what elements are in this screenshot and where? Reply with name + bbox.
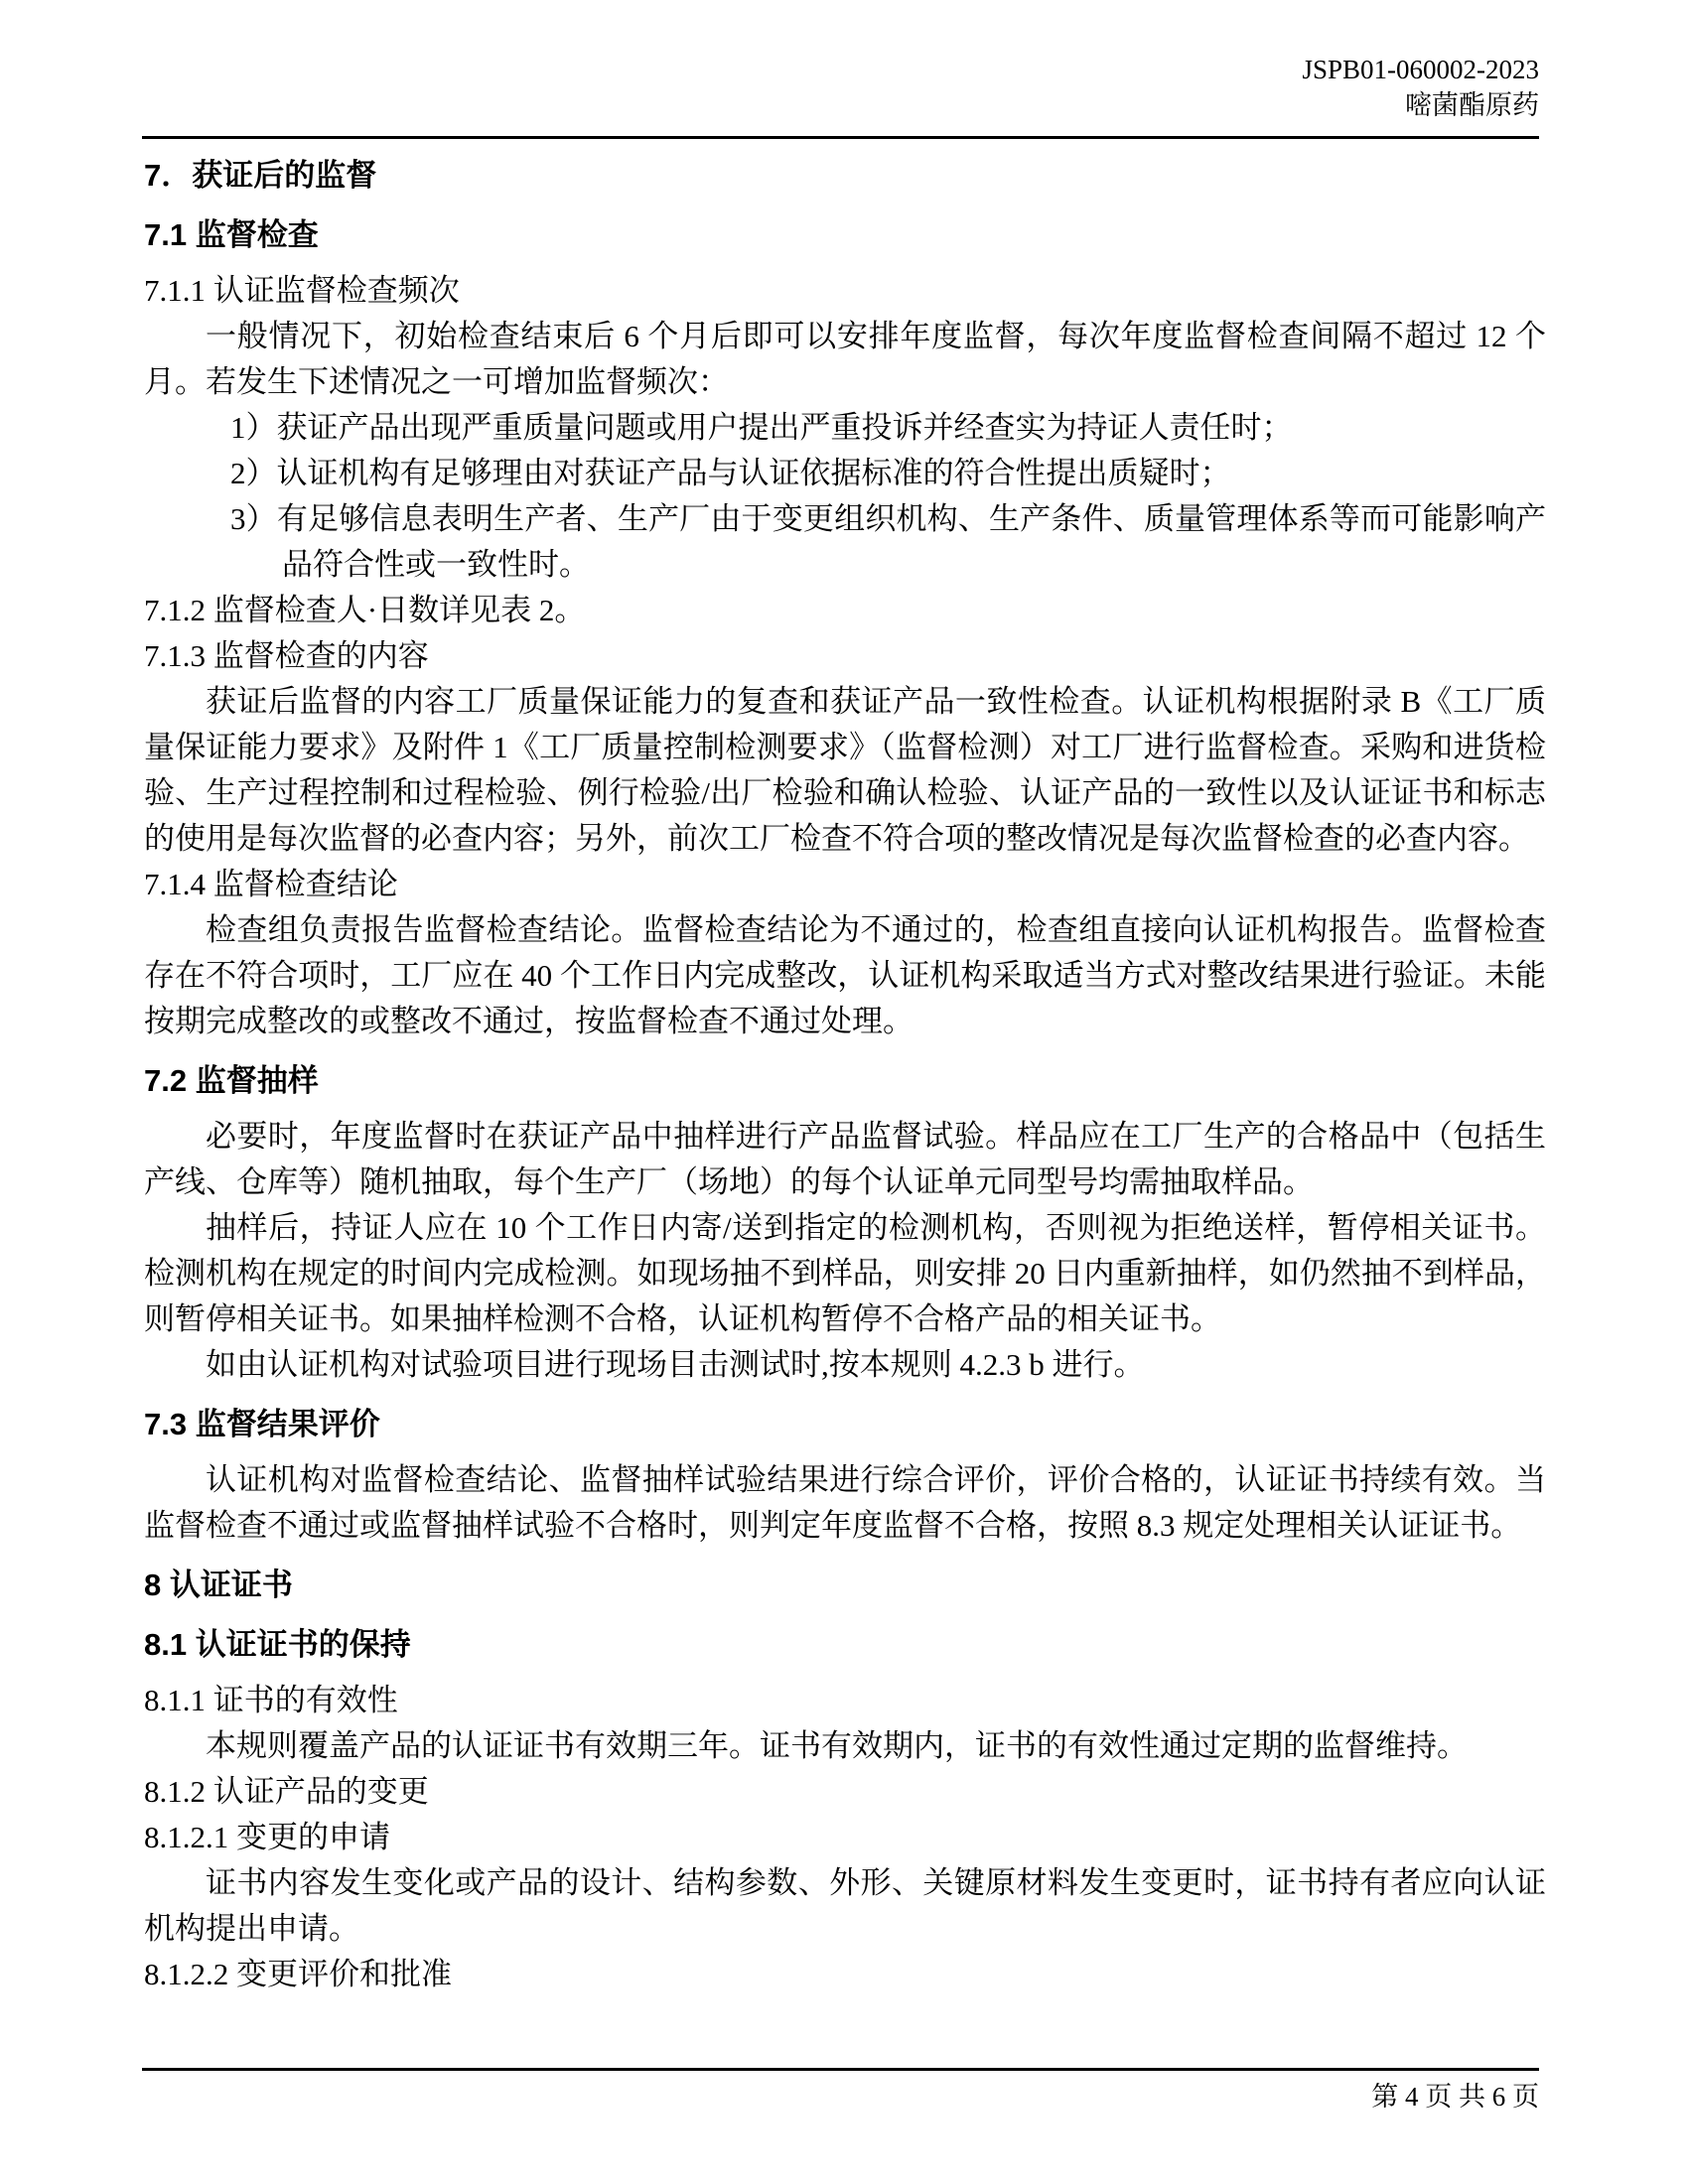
heading-7-1-1-inspection-frequency: 7.1.1 认证监督检查频次 (144, 273, 460, 308)
heading-7-1-supervision-inspection: 7.1 监督检查 (144, 217, 319, 252)
para-change-application: 证书内容发生变化或产品的设计、结构参数、外形、关键原材料发生变更时，证书持有者应向认证机构提出申请。 (144, 1865, 1546, 1946)
list-item-frequency-3: 3）有足够信息表明生产者、生产厂由于变更组织机构、生产条件、质量管理体系等而可能影响产品符合性或一致性时。 (230, 501, 1546, 582)
para-inspection-conclusion: 检查组负责报告监督检查结论。监督检查结论为不通过的，检查组直接向认证机构报告。监督检查存在不符合项时，工厂应在 40 个工作日内完成整改，认证机构采取适当方式对整改结果进行验证。未能按期完成整改的或整改不通过，按监督检查不通过处理。 (144, 912, 1546, 1038)
para-result-evaluation: 认证机构对监督检查结论、监督抽样试验结果进行综合评价，评价合格的，认证证书持续有效。当监督检查不通过或监督抽样试验不合格时，则判定年度监督不合格，按照 8.3 规定处理相关认证证书。 (144, 1462, 1546, 1543)
footer-divider (142, 2068, 1539, 2071)
para-inspection-content: 获证后监督的内容工厂质量保证能力的复查和获证产品一致性检查。认证机构根据附录 B《工厂质量保证能力要求》及附件 1《工厂质量控制检测要求》（监督检测）对工厂进行监督检查。采购和进货检验、生产过程控制和过程检验、例行检验/出厂检验和确认检验、认证产品的一致性以及认证证书和标志的使用是每次监督的必查内容；另外，前次工厂检查不符合项的整改情况是每次监督检查的必查内容。 (144, 684, 1546, 856)
heading-7-post-certification-supervision: 7．获证后的监督 (144, 158, 377, 193)
heading-8-1-2-2-change-evaluation: 8.1.2.2 变更评价和批准 (144, 1957, 452, 1991)
header-divider (142, 136, 1539, 139)
document-body (144, 149, 1546, 1997)
heading-7-1-2-person-days: 7.1.2 监督检查人·日数详见表 2。 (144, 593, 586, 627)
list-item-frequency-1: 1）获证产品出现严重质量问题或用户提出严重投诉并经查实为持证人责任时； (230, 410, 1293, 445)
para-sampling-2: 抽样后，持证人应在 10 个工作日内寄/送到指定的检测机构，否则视为拒绝送样，暂停相关证书。检测机构在规定的时间内完成检测。如现场抽不到样品，则安排 20 日内重新抽样，如仍然抽不到样品，则暂停相关证书。如果抽样检测不合格，认证机构暂停不合格产品的相关证书。 (144, 1210, 1546, 1336)
para-certificate-validity: 本规则覆盖产品的认证证书有效期三年。证书有效期内，证书的有效性通过定期的监督维持。 (206, 1728, 1468, 1763)
page-number: 第 4 页 共 6 页 (1371, 2082, 1539, 2112)
list-item-frequency-2: 2）认证机构有足够理由对获证产品与认证依据标准的符合性提出质疑时； (230, 456, 1231, 490)
heading-7-1-4-inspection-conclusion: 7.1.4 监督检查结论 (144, 867, 398, 901)
heading-8-1-2-1-change-application: 8.1.2.1 变更的申请 (144, 1820, 390, 1854)
heading-7-3-result-evaluation: 7.3 监督结果评价 (144, 1407, 380, 1441)
heading-7-2-supervision-sampling: 7.2 监督抽样 (144, 1063, 319, 1098)
doc-product-name: 嘧菌酯原药 (1405, 90, 1539, 120)
heading-8-1-1-certificate-validity: 8.1.1 证书的有效性 (144, 1683, 398, 1717)
heading-8-certificate: 8 认证证书 (144, 1568, 293, 1602)
heading-8-1-certificate-maintenance: 8.1 认证证书的保持 (144, 1627, 411, 1662)
page-header (1302, 52, 1539, 123)
heading-8-1-2-product-change: 8.1.2 认证产品的变更 (144, 1774, 429, 1809)
para-sampling-1: 必要时，年度监督时在获证产品中抽样进行产品监督试验。样品应在工厂生产的合格品中（包括生产线、仓库等）随机抽取，每个生产厂（场地）的每个认证单元同型号均需抽取样品。 (144, 1119, 1546, 1199)
doc-number: JSPB01-060002-2023 (1302, 55, 1539, 84)
para-inspection-frequency: 一般情况下，初始检查结束后 6 个月后即可以安排年度监督，每次年度监督检查间隔不超过 12 个月。若发生下述情况之一可增加监督频次： (144, 319, 1546, 399)
heading-7-1-3-inspection-content: 7.1.3 监督检查的内容 (144, 638, 429, 673)
para-sampling-3: 如由认证机构对试验项目进行现场目击测试时,按本规则 4.2.3 b 进行。 (206, 1347, 1145, 1382)
